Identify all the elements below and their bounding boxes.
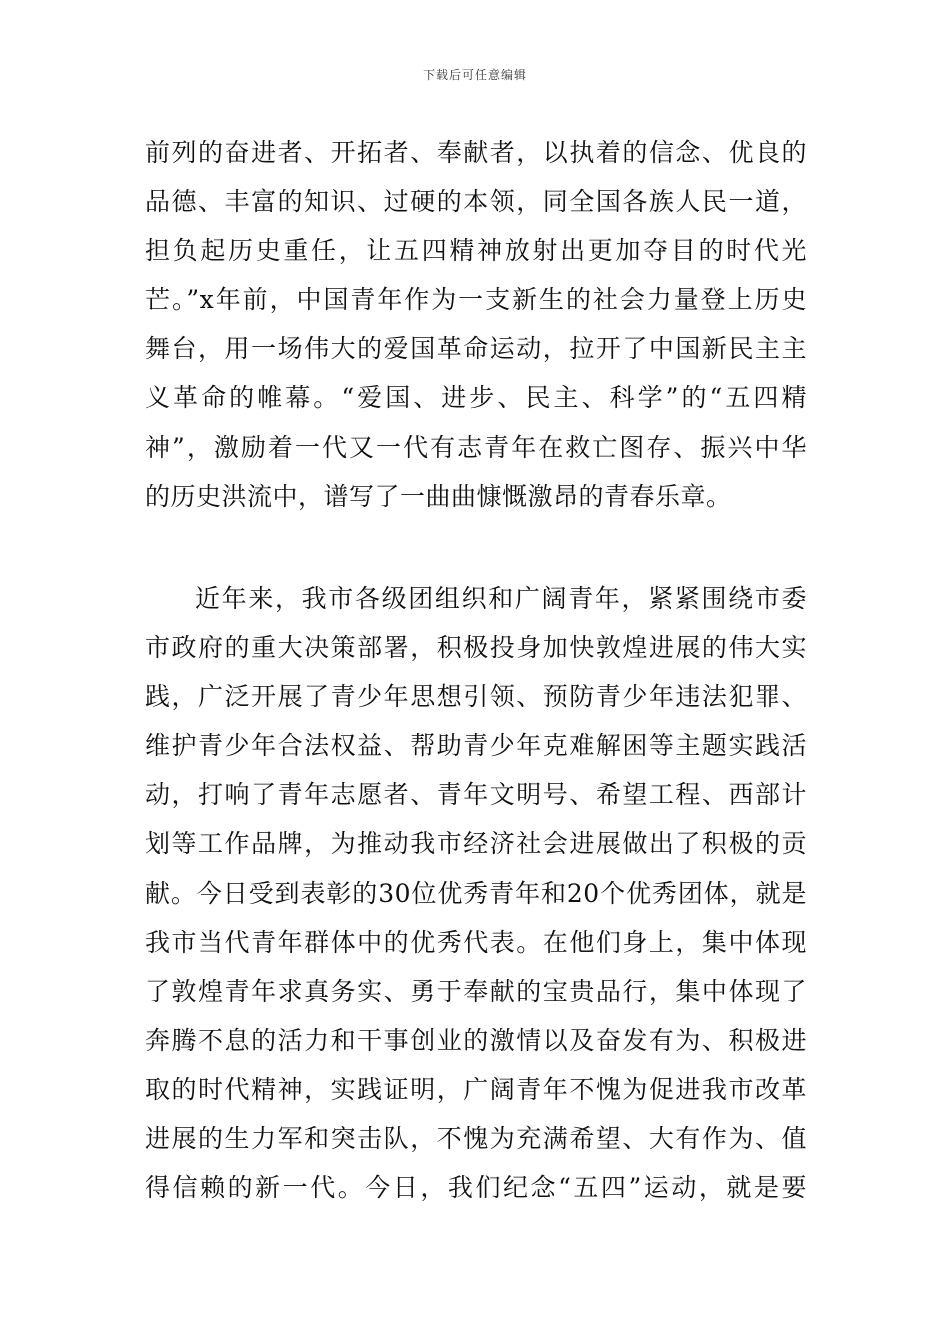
text-line: 践，广泛开展了青少年思想引领、预防青少年违法犯罪、 — [145, 682, 807, 712]
text-line: 担负起历史重任，让五四精神放射出更加夺目的时代光 — [145, 236, 807, 266]
page-header-note: 下载后可任意编辑 — [422, 68, 527, 82]
text-line: 进展的生力军和突击队，不愧为充满希望、大有作为、值 — [145, 1124, 807, 1154]
text-line: 奔腾不息的活力和干事创业的激情以及奋发有为、积极进 — [145, 1025, 807, 1055]
text-line: 划等工作品牌，为推动我市经济社会进展做出了积极的贡 — [145, 829, 807, 859]
text-line: 的历史洪流中，谱写了一曲曲慷慨激昂的青春乐章。 — [145, 481, 732, 511]
paragraph-2 — [145, 574, 807, 1212]
text-line: 我市当代青年群体中的优秀代表。在他们身上，集中体现 — [145, 927, 807, 957]
text-line: 近年来，我市各级团组织和广阔青年，紧紧围绕市委 — [195, 584, 807, 613]
text-line: 维护青少年合法权益、帮助青少年克难解困等主题实践活 — [145, 731, 807, 761]
text-line: 了敦煌青年求真务实、勇于奉献的宝贵品行，集中体现了 — [145, 976, 807, 1006]
text-line: 芒。”x年前，中国青年作为一支新生的社会力量登上历史 — [145, 285, 807, 315]
text-line: 动，打响了青年志愿者、青年文明号、希望工程、西部计 — [145, 780, 807, 810]
text-line: 市政府的重大决策部署，积极投身加快敦煌进展的伟大实 — [145, 633, 807, 663]
text-line: 取的时代精神，实践证明，广阔青年不愧为促进我市改革 — [145, 1074, 807, 1104]
paragraph-1 — [145, 128, 807, 521]
text-line: 品德、丰富的知识、过硬的本领，同全国各族人民一道， — [145, 187, 807, 217]
text-line: 得信赖的新一代。今日，我们纪念“五四”运动，就是要 — [145, 1173, 807, 1203]
text-line: 前列的奋进者、开拓者、奉献者，以执着的信念、优良的 — [145, 138, 807, 167]
text-line: 献。今日受到表彰的30位优秀青年和20个优秀团体，就是 — [145, 878, 807, 908]
text-line: 义革命的帷幕。“爱国、进步、民主、科学”的“五四精 — [145, 383, 807, 413]
text-line: 神”，激励着一代又一代有志青年在救亡图存、振兴中华 — [145, 432, 807, 462]
text-line: 舞台，用一场伟大的爱国革命运动，拉开了中国新民主主 — [145, 334, 807, 364]
